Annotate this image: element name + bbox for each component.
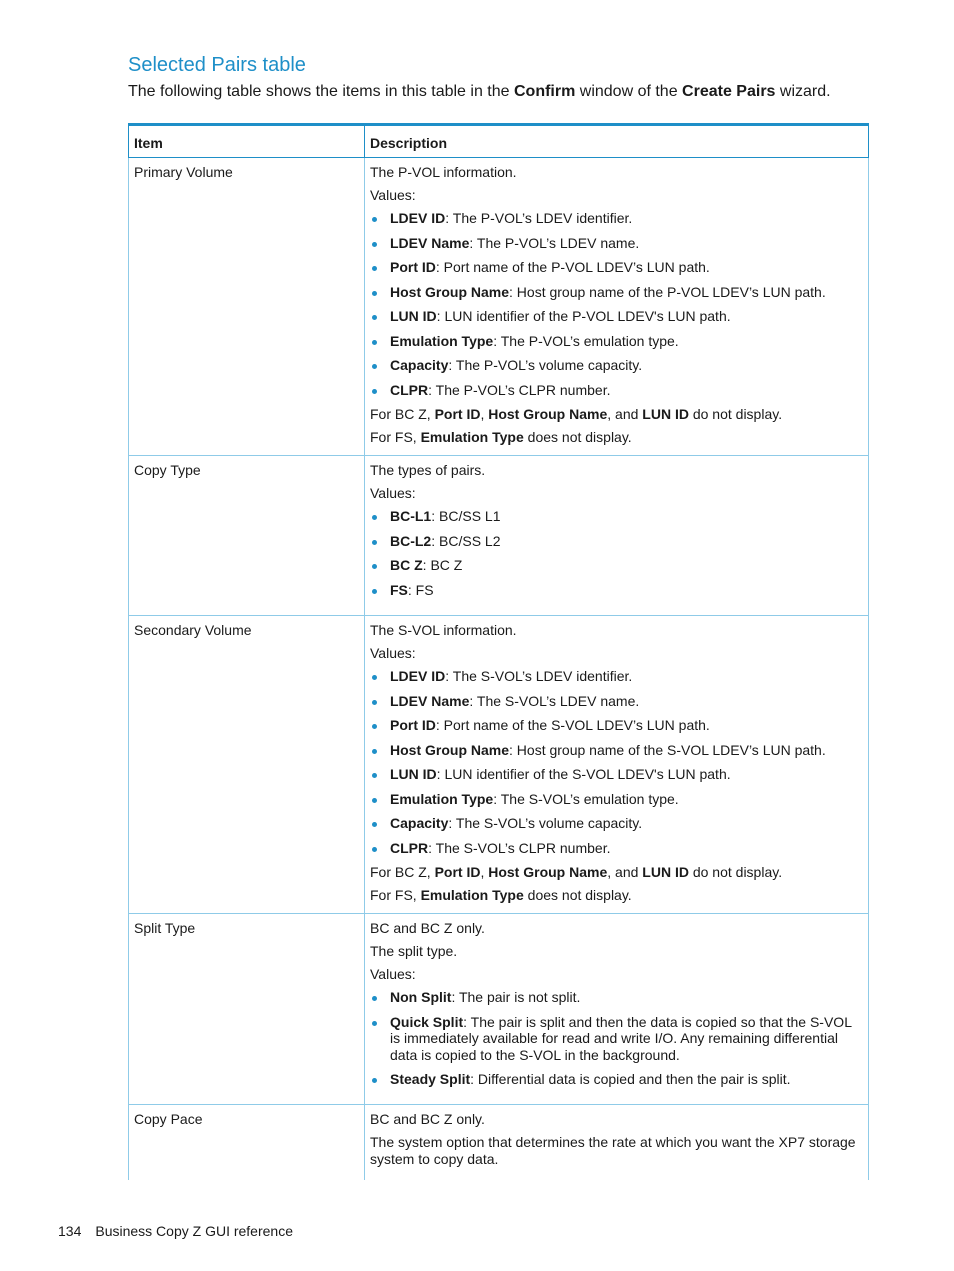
list-item [370,582,863,599]
bullet-icon [372,364,377,369]
value-description: : The P-VOL’s volume capacity. [448,357,643,373]
bullet-icon [372,291,377,296]
list-item [370,989,863,1006]
bullet-icon [372,540,377,545]
value-description: : Host group name of the S-VOL LDEV’s LUN path. [509,741,826,758]
value-term: Emulation Type [390,790,494,807]
value-term: Quick Split [390,1013,464,1030]
table-row [129,616,869,914]
intro-paragraph [128,83,831,101]
item-cell: Split Type [129,914,365,1105]
intro-text-end: wizard. [775,83,831,100]
list-item [370,668,863,685]
description-cell [365,158,869,456]
header-item: Item [129,125,365,158]
value-term: LUN ID [390,766,437,782]
value-description: : The S-VOL’s LDEV identifier. [445,668,633,684]
bullet-icon [372,1021,377,1026]
list-item [370,742,863,759]
list-item [370,382,863,399]
value-description: : The S-VOL’s LDEV name. [469,692,640,709]
bullet-icon [372,847,377,852]
bullet-icon [372,724,377,729]
value-description: : The P-VOL’s LDEV identifier. [445,210,633,226]
bullet-icon [372,773,377,778]
list-item [370,210,863,227]
values-list [370,508,863,599]
note-text: For BC Z, Port ID, Host Group Name, and LUN ID do not display. [370,864,783,880]
value-term: Capacity [390,815,449,831]
value-description: : The S-VOL’s CLPR number. [428,839,611,856]
value-term: BC-L2 [390,532,432,549]
value-description: : BC/SS L2 [431,532,501,549]
bullet-icon [372,996,377,1001]
value-term: Capacity [390,357,449,373]
list-item [370,508,863,525]
values-list [370,989,863,1088]
value-description: : The P-VOL’s LDEV name. [469,234,640,251]
item-cell: Primary Volume [129,158,365,456]
header-description: Description [365,125,869,158]
table-row [129,914,869,1105]
bullet-icon [372,217,377,222]
description-text: The system option that determines the rate at which you want the XP7 storage system to copy data. [370,1134,856,1167]
value-term: Emulation Type [390,332,494,349]
list-item [370,235,863,252]
bullet-icon [372,266,377,271]
value-description: : BC Z [422,557,463,573]
list-item [370,815,863,832]
description-cell [365,456,869,616]
intro-text-mid: window of the [575,83,683,100]
description-text: BC and BC Z only. [370,1111,485,1127]
footer-title: Business Copy Z GUI reference [95,1223,293,1239]
description-text: BC and BC Z only. [370,920,485,936]
value-term: LDEV ID [390,210,446,226]
bullet-icon [372,315,377,320]
intro-confirm: Confirm [513,83,576,100]
value-term: Host Group Name [390,741,510,758]
table-header-row [129,125,869,158]
intro-create-pairs: Create Pairs [682,83,776,100]
value-description: : LUN identifier of the S-VOL LDEV's LUN path. [436,766,731,782]
description-text: The P-VOL information. [370,164,517,180]
list-item [370,1014,863,1064]
table-row [129,1105,869,1181]
bullet-icon [372,340,377,345]
list-item [370,840,863,857]
description-text: The split type. [370,943,458,959]
list-item [370,533,863,550]
value-term: CLPR [390,381,429,398]
bullet-icon [372,389,377,394]
list-item [370,1071,863,1088]
bullet-icon [372,242,377,247]
page-number: 134 [58,1223,82,1239]
value-description: : Differential data is copied and then the pair is split. [470,1070,791,1087]
description-text: The types of pairs. [370,462,486,478]
list-item [370,717,863,734]
description-text: The S-VOL information. [370,622,517,638]
list-item [370,791,863,808]
list-item [370,259,863,276]
value-term: CLPR [390,839,429,856]
note-text: For BC Z, Port ID, Host Group Name, and LUN ID do not display. [370,406,783,422]
value-description: : The pair is split and then the data is copied so that the S-VOL is immediately available for read and write I/O. Any remaining differential data is copied to the S-VOL in the background. [390,1013,852,1063]
bullet-icon [372,700,377,705]
description-cell [365,1105,869,1181]
value-term: LDEV ID [390,668,446,684]
value-description: : Host group name of the P-VOL LDEV’s LUN path. [509,283,826,300]
value-description: : The S-VOL’s emulation type. [493,790,679,807]
values-list [370,668,863,857]
section-title: Selected Pairs table [128,54,306,76]
values-label: Values: [370,187,416,203]
item-cell: Copy Pace [129,1105,365,1181]
intro-text: The following table shows the items in this table in the [128,83,514,100]
note-text: For FS, Emulation Type does not display. [370,429,632,445]
value-term: Port ID [390,259,436,275]
page-footer [58,1223,293,1239]
list-item [370,333,863,350]
table-row [129,158,869,456]
description-cell [365,616,869,914]
bullet-icon [372,749,377,754]
value-description: : The P-VOL’s CLPR number. [428,381,611,398]
bullet-icon [372,798,377,803]
bullet-icon [372,1078,377,1083]
note-text: For FS, Emulation Type does not display. [370,887,632,903]
value-term: BC-L1 [390,508,432,524]
bullet-icon [372,589,377,594]
value-term: Non Split [390,989,452,1005]
value-term: LDEV Name [390,692,470,709]
bullet-icon [372,515,377,520]
bullet-icon [372,822,377,827]
list-item [370,284,863,301]
value-term: LUN ID [390,308,437,324]
list-item [370,308,863,325]
selected-pairs-table [128,123,869,1180]
item-cell: Secondary Volume [129,616,365,914]
bullet-icon [372,675,377,680]
item-cell: Copy Type [129,456,365,616]
value-description: : LUN identifier of the P-VOL LDEV's LUN path. [436,308,731,324]
values-list [370,210,863,399]
value-description: : BC/SS L1 [431,508,501,524]
description-cell [365,914,869,1105]
values-label: Values: [370,966,416,982]
value-term: BC Z [390,557,423,573]
values-label: Values: [370,645,416,661]
table-row [129,456,869,616]
value-term: Port ID [390,717,436,733]
value-description: : The pair is not split. [451,989,581,1005]
value-term: FS [390,581,408,598]
value-description: : Port name of the P-VOL LDEV’s LUN path. [435,259,710,275]
bullet-icon [372,564,377,569]
list-item [370,766,863,783]
value-term: Host Group Name [390,283,510,300]
list-item [370,557,863,574]
value-description: : FS [407,581,434,598]
value-term: Steady Split [390,1070,471,1087]
value-description: : The P-VOL’s emulation type. [493,332,679,349]
list-item [370,357,863,374]
value-description: : The S-VOL’s volume capacity. [448,815,643,831]
value-term: LDEV Name [390,234,470,251]
list-item [370,693,863,710]
value-description: : Port name of the S-VOL LDEV’s LUN path. [435,717,710,733]
values-label: Values: [370,485,416,501]
